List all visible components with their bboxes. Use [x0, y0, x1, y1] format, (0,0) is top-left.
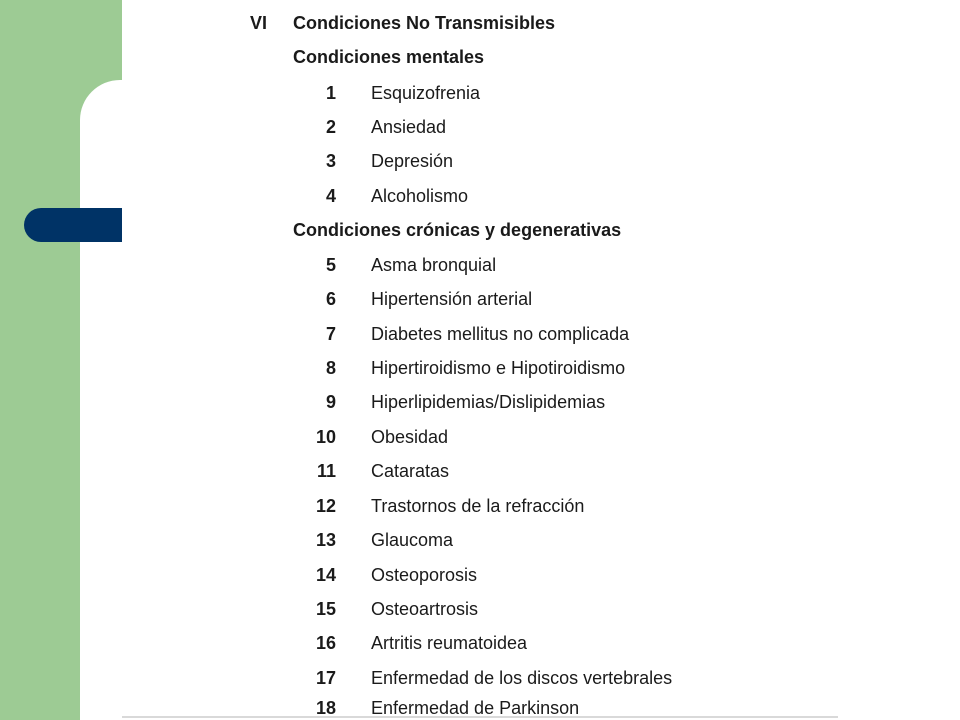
section-title: Condiciones No Transmisibles [293, 13, 556, 33]
item-number: 10 [315, 427, 336, 447]
item-label: Obesidad [371, 427, 449, 447]
item-number: 2 [325, 117, 336, 137]
item-number: 9 [325, 392, 336, 412]
group-title-mentales: Condiciones mentales [293, 47, 485, 67]
item-number: 13 [315, 530, 336, 550]
section-number: VI [250, 13, 268, 33]
item-number: 12 [315, 496, 336, 516]
list-item [0, 696, 900, 720]
item-number: 6 [325, 289, 336, 309]
list-item [0, 425, 900, 449]
list-item [0, 563, 900, 587]
list-item [0, 390, 900, 414]
item-number: 16 [315, 633, 336, 653]
item-label: Cataratas [371, 461, 450, 481]
item-number: 3 [325, 151, 336, 171]
item-label: Enfermedad de Parkinson [371, 698, 580, 718]
item-number: 4 [325, 186, 336, 206]
list-item [0, 287, 900, 311]
item-label: Hipertiroidismo e Hipotiroidismo [371, 358, 626, 378]
item-label: Ansiedad [371, 117, 447, 137]
item-number: 14 [315, 565, 336, 585]
group-title-cronicas: Condiciones crónicas y degenerativas [293, 220, 622, 240]
item-label: Enfermedad de los discos vertebrales [371, 668, 673, 688]
item-label: Hiperlipidemias/Dislipidemias [371, 392, 606, 412]
item-label: Glaucoma [371, 530, 454, 550]
item-label: Hipertensión arterial [371, 289, 533, 309]
list-item [0, 322, 900, 346]
item-label: Trastornos de la refracción [371, 496, 585, 516]
list-item [0, 149, 900, 173]
item-label: Asma bronquial [371, 255, 497, 275]
list-item [0, 631, 900, 655]
item-label: Alcoholismo [371, 186, 469, 206]
item-label: Depresión [371, 151, 454, 171]
list-item [0, 253, 900, 277]
item-number: 1 [325, 83, 336, 103]
item-label: Diabetes mellitus no complicada [371, 324, 630, 344]
item-number: 7 [325, 324, 336, 344]
item-number: 18 [315, 698, 336, 718]
item-label: Artritis reumatoidea [371, 633, 528, 653]
list-item [0, 115, 900, 139]
item-number: 8 [325, 358, 336, 378]
list-item [0, 184, 900, 208]
list-item [0, 528, 900, 552]
item-label: Esquizofrenia [371, 83, 481, 103]
item-number: 5 [325, 255, 336, 275]
item-number: 17 [315, 668, 336, 688]
item-number: 15 [315, 599, 336, 619]
item-label: Osteoporosis [371, 565, 478, 585]
item-label: Osteoartrosis [371, 599, 479, 619]
list-item [0, 597, 900, 621]
list-item [0, 494, 900, 518]
list-item [0, 356, 900, 380]
list-item [0, 81, 900, 105]
list-item [0, 459, 900, 483]
item-number: 11 [316, 461, 336, 481]
list-item [0, 666, 900, 690]
